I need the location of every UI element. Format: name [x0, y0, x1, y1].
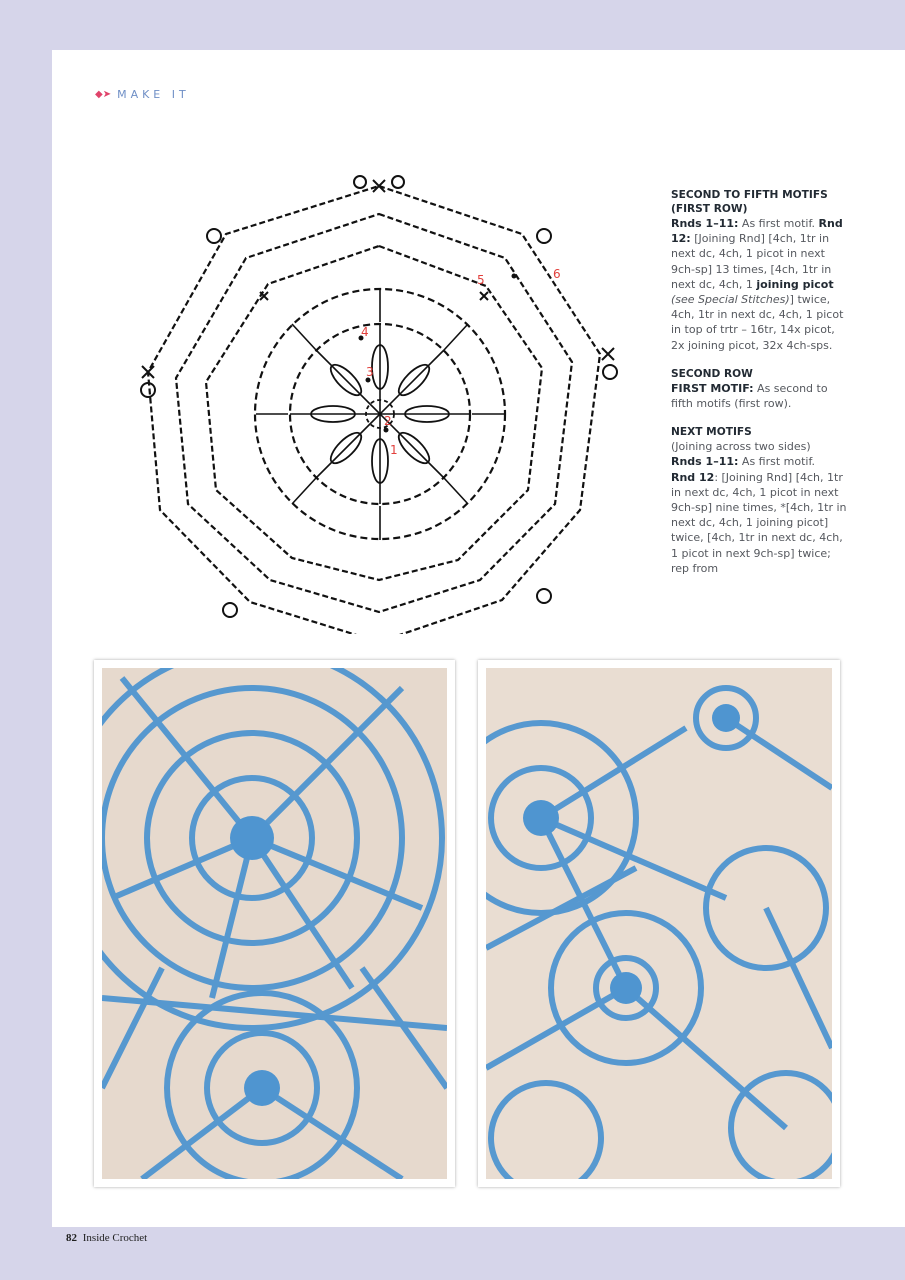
round-label-5: 5: [477, 273, 485, 287]
paragraph-second-row: FIRST MOTIF: As second to fifth motifs (first row).: [671, 381, 828, 411]
magazine-page: [52, 50, 905, 1227]
section-tag: [95, 88, 190, 101]
round-label-4: 4: [361, 325, 369, 339]
crochet-chart: [140, 172, 618, 634]
crochet-photo-left: [102, 668, 447, 1179]
paragraph-next-motifs: (Joining across two sides) Rnds 1–11: As first motif. Rnd 12: [Joining Rnd] [4ch, 1tr in next dc, 4ch, 1 picot in next 9ch-sp] nine times, *[4ch, 1tr in next dc, 4ch, 1 joining picot] twice, [4ch, 1tr in next dc, 4ch, 1 picot in next 9ch-sp] twice; rep from: [671, 440, 847, 575]
heading-second-to-fifth-motifs: SECOND TO FIFTH MOTIFS (FIRST ROW): [671, 189, 828, 215]
photo-doily-detail-left: [94, 660, 455, 1187]
crochet-photo-right: [486, 668, 832, 1179]
round-label-2: 2: [384, 414, 392, 428]
heading-next-motifs: NEXT MOTIFS: [671, 426, 752, 439]
arrow-diamond-icon: ◆➤: [95, 89, 112, 100]
photo-doily-detail-right: [478, 660, 840, 1187]
page-footer: [66, 1232, 147, 1244]
page-number: 82: [66, 1232, 77, 1244]
section-label: MAKE IT: [117, 88, 190, 101]
round-label-3: 3: [366, 365, 374, 379]
pattern-instructions: [671, 188, 851, 576]
round-label-1: 1: [390, 443, 398, 457]
magazine-name: Inside Crochet: [82, 1232, 148, 1244]
paragraph-second-to-fifth: Rnds 1–11: As first motif. Rnd 12: [Joining Rnd] [4ch, 1tr in next dc, 4ch, 1 picot in next 9ch-sp] 13 times, [4ch, 1tr in next dc, 4ch, 1 joining picot (see Special Stitches)] twice, 4ch, 1tr in next dc, 4ch, 1 picot in top of trtr – 16tr, 14x picot, 2x joining picot, 32x 4ch-sps.: [671, 217, 844, 352]
heading-second-row: SECOND ROW: [671, 367, 753, 380]
crochet-chart-icon: [140, 172, 618, 634]
round-label-6: 6: [553, 267, 561, 281]
